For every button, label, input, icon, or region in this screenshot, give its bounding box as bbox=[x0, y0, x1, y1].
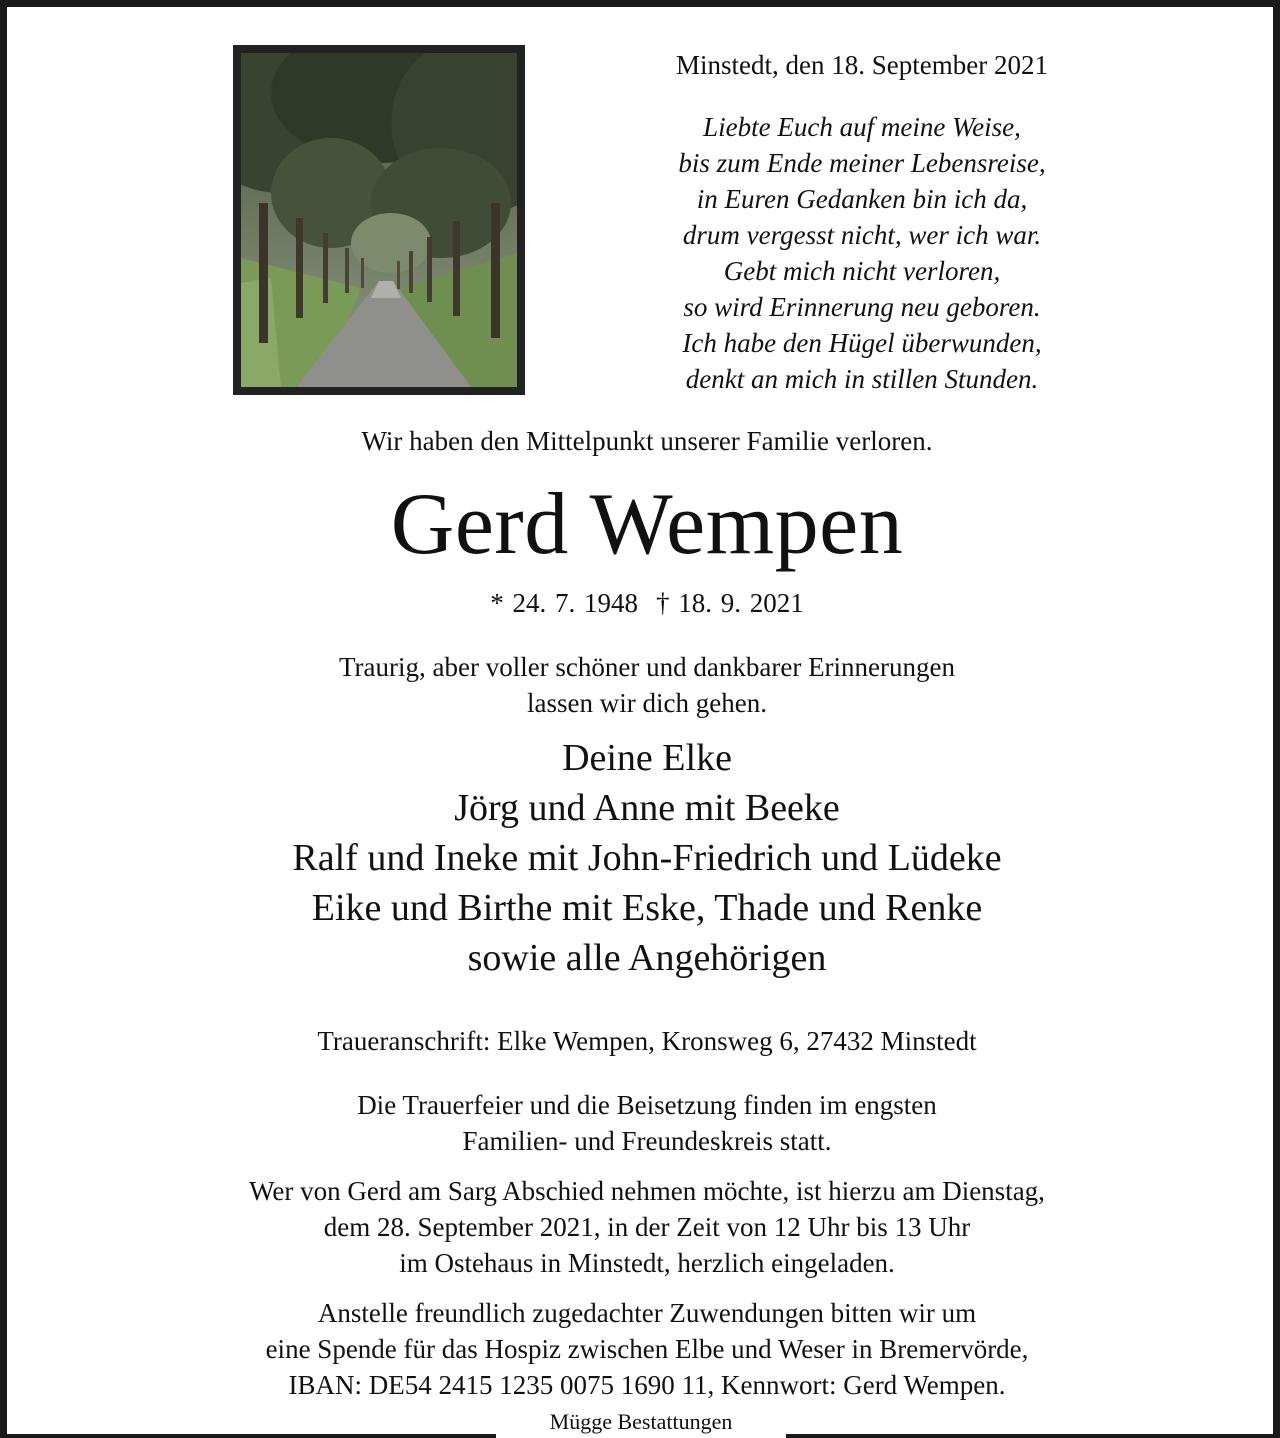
donation-line: Anstelle freundlich zugedachter Zuwendungen bitten wir um bbox=[317, 1298, 977, 1328]
photo-illustration bbox=[241, 53, 517, 387]
poem-line: drum vergesst nicht, wer ich war. bbox=[682, 220, 1042, 250]
donation-line: eine Spende für das Hospiz zwischen Elbe und Weser in Bremervörde, bbox=[265, 1334, 1029, 1364]
intro-sentence: Wir haben den Mittelpunkt unserer Familie verloren. bbox=[361, 426, 933, 456]
life-dates bbox=[7, 585, 1280, 621]
farewell-line: im Ostehaus in Minstedt, herzlich eingeladen. bbox=[399, 1248, 895, 1278]
family-list bbox=[7, 733, 1280, 983]
poem-line: Ich habe den Hügel überwunden, bbox=[682, 328, 1042, 358]
funeral-info bbox=[7, 1087, 1280, 1159]
family-line: Ralf und Ineke mit John-Friedrich und Lüdeke bbox=[292, 837, 1002, 879]
mourning-address: Traueranschrift: Elke Wempen, Kronsweg 6, 27432 Minstedt bbox=[317, 1026, 977, 1056]
family-line: Jörg und Anne mit Beeke bbox=[454, 787, 840, 829]
place-and-date: Minstedt, den 18. September 2021 bbox=[676, 50, 1048, 80]
funeral-line: Die Trauerfeier und die Beisetzung finden im engsten bbox=[357, 1090, 937, 1120]
poem-line: Liebte Euch auf meine Weise, bbox=[703, 112, 1021, 142]
poem-line: so wird Erinnerung neu geboren. bbox=[683, 292, 1041, 322]
mourning-text bbox=[7, 649, 1280, 721]
poem-line: in Euren Gedanken bin ich da, bbox=[696, 184, 1028, 214]
birth-date: * 24. 7. 1948 bbox=[490, 588, 638, 618]
poem-line: Gebt mich nicht verloren, bbox=[723, 256, 1001, 286]
family-line: Eike und Birthe mit Eske, Thade und Renke bbox=[311, 887, 983, 929]
poem bbox=[607, 109, 1117, 397]
poem-line: bis zum Ende meiner Lebensreise, bbox=[678, 148, 1046, 178]
mourning-line: Traurig, aber voller schöner und dankbarer Erinnerungen bbox=[338, 652, 956, 682]
farewell-line: Wer von Gerd am Sarg Abschied nehmen möchte, ist hierzu am Dienstag, bbox=[249, 1176, 1045, 1206]
family-line: sowie alle Angehörigen bbox=[467, 937, 827, 979]
mourning-line: lassen wir dich gehen. bbox=[527, 688, 767, 718]
death-date: † 18. 9. 2021 bbox=[656, 588, 804, 618]
poem-line: denkt an mich in stillen Stunden. bbox=[685, 364, 1039, 394]
donation-info bbox=[7, 1295, 1280, 1403]
farewell-info bbox=[7, 1173, 1280, 1281]
family-line: Deine Elke bbox=[562, 737, 732, 779]
undertaker-credit: Mügge Bestattungen bbox=[496, 1406, 786, 1438]
donation-line: IBAN: DE54 2415 1235 0075 1690 11, Kennwort: Gerd Wempen. bbox=[288, 1370, 1006, 1400]
deceased-name: Gerd Wempen bbox=[390, 476, 904, 573]
funeral-line: Familien- und Freundeskreis statt. bbox=[462, 1126, 832, 1156]
tree-lined-road-photo bbox=[233, 45, 525, 395]
farewell-line: dem 28. September 2021, in der Zeit von 12 Uhr bis 13 Uhr bbox=[323, 1212, 971, 1242]
